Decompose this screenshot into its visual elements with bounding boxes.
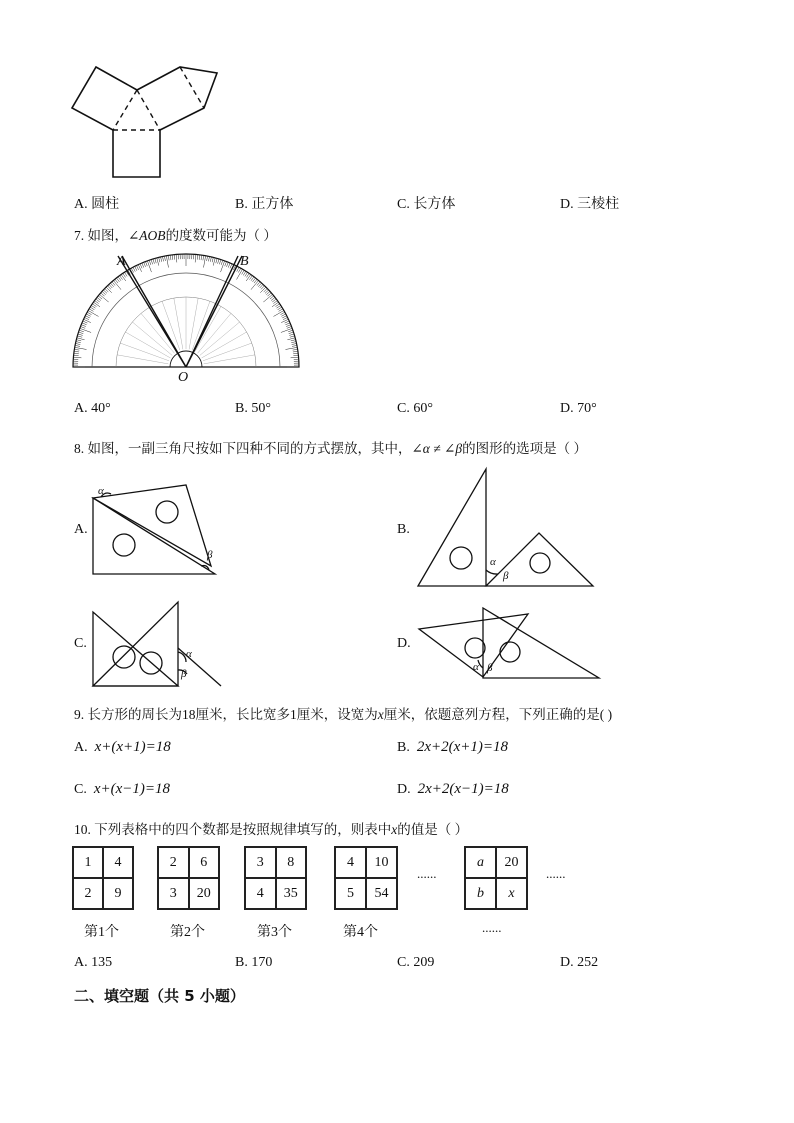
q9-option-d bbox=[397, 781, 509, 798]
table-4 bbox=[334, 846, 398, 910]
caption-4: 第4个 bbox=[343, 925, 378, 940]
q8-stem-math: ∠α ≠ ∠β bbox=[411, 441, 463, 456]
table-general-br: x bbox=[496, 878, 527, 909]
table-2-br: 20 bbox=[189, 878, 220, 909]
q9-option-c-label: C. bbox=[74, 782, 87, 797]
table-general bbox=[464, 846, 528, 910]
table-1-tl: 1 bbox=[73, 847, 103, 878]
q8c-alpha: α bbox=[186, 648, 192, 660]
dots-3: ...... bbox=[482, 920, 502, 935]
q7-stem-post: 的度数可能为（ ） bbox=[165, 228, 277, 243]
q9-stem-mid2: 厘米，设宽为 bbox=[296, 707, 378, 722]
table-4-bl: 5 bbox=[335, 878, 366, 909]
q8-label-d: D. bbox=[397, 636, 411, 651]
q9-stem bbox=[74, 703, 612, 723]
table-general-tl: a bbox=[465, 847, 496, 878]
table-3-bl: 4 bbox=[245, 878, 276, 909]
point-b-label: B bbox=[240, 254, 249, 269]
point-a-label: A bbox=[117, 254, 126, 269]
q9-stem-pre: 9. 长方形的周长为 bbox=[74, 707, 182, 722]
q9-option-b-eq: 2x+2(x+1)=18 bbox=[416, 739, 509, 755]
q9-n1: 1 bbox=[290, 707, 297, 722]
q6-option-c: C. 长方体 bbox=[397, 197, 456, 212]
q9-stem-post: 厘米，依题意列方程，下列正确的是( ) bbox=[383, 707, 613, 722]
q8-label-b: B. bbox=[397, 522, 410, 537]
section-2-heading: 二、填空题（共 5 小题） bbox=[74, 987, 245, 1005]
q10-stem bbox=[74, 818, 468, 838]
q8-label-a: A. bbox=[74, 522, 88, 537]
caption-2: 第2个 bbox=[170, 925, 205, 940]
q8-stem-pre: 8. 如图，一副三角尺按如下四种不同的方式摆放，其中， bbox=[74, 441, 412, 456]
q10-stem-post: 的值是（ ） bbox=[397, 822, 469, 837]
table-2-bl: 3 bbox=[158, 878, 189, 909]
table-2 bbox=[157, 846, 220, 910]
q8a-alpha: α bbox=[98, 485, 104, 497]
q9-option-a-label: A. bbox=[74, 740, 88, 755]
table-1-br: 9 bbox=[103, 878, 133, 909]
q10-stem-pre: 10. 下列表格中的四个数都是按照规律填写的，则表中 bbox=[74, 822, 392, 837]
point-o-label: O bbox=[178, 370, 189, 385]
q7-stem-angle: ∠AOB bbox=[128, 228, 166, 243]
q9-option-d-label: D. bbox=[397, 782, 411, 797]
q6-option-a: A. 圆柱 bbox=[74, 197, 120, 212]
q10-var: x bbox=[391, 822, 398, 837]
q8d-beta: β bbox=[487, 662, 493, 674]
q9-option-b-label: B. bbox=[397, 740, 410, 755]
q7-option-c: C. 60° bbox=[397, 401, 433, 416]
q8d-alpha: α bbox=[473, 661, 479, 673]
table-1 bbox=[72, 846, 134, 910]
q9-var: x bbox=[377, 707, 384, 722]
dots-2: ...... bbox=[546, 866, 566, 881]
q9-stem-mid1: 厘米，长比宽多 bbox=[195, 707, 290, 722]
q8-stem-post: 的图形的选项是（ ） bbox=[462, 441, 587, 456]
caption-1: 第1个 bbox=[84, 925, 119, 940]
table-4-tl: 4 bbox=[335, 847, 366, 878]
q8c-beta: β bbox=[181, 668, 187, 680]
q8b-beta: β bbox=[503, 570, 509, 582]
table-2-tl: 2 bbox=[158, 847, 189, 878]
q9-option-a bbox=[74, 739, 171, 756]
q7-option-a: A. 40° bbox=[74, 401, 111, 416]
table-3-tr: 8 bbox=[276, 847, 307, 878]
q8a-beta: β bbox=[207, 549, 213, 561]
q10-option-b: B. 170 bbox=[235, 955, 273, 970]
table-1-tr: 4 bbox=[103, 847, 133, 878]
q7-option-d: D. 70° bbox=[560, 401, 597, 416]
q6-option-d: D. 三棱柱 bbox=[560, 197, 620, 212]
q9-option-a-eq: x+(x+1)=18 bbox=[94, 739, 171, 755]
q9-option-c bbox=[74, 781, 170, 798]
q6-option-b: B. 正方体 bbox=[235, 197, 294, 212]
q7-option-b: B. 50° bbox=[235, 401, 271, 416]
q9-option-c-eq: x+(x−1)=18 bbox=[93, 781, 171, 797]
table-4-tr: 10 bbox=[366, 847, 397, 878]
table-4-br: 54 bbox=[366, 878, 397, 909]
q8b-alpha: α bbox=[490, 556, 496, 568]
q9-option-b bbox=[397, 739, 508, 756]
table-3-tl: 3 bbox=[245, 847, 276, 878]
q10-option-a: A. 135 bbox=[74, 955, 113, 970]
dots-1: ...... bbox=[417, 866, 437, 881]
table-1-bl: 2 bbox=[73, 878, 103, 909]
caption-3: 第3个 bbox=[257, 925, 292, 940]
table-general-bl: b bbox=[465, 878, 496, 909]
table-general-tr: 20 bbox=[496, 847, 527, 878]
q9-n18: 18 bbox=[182, 707, 196, 722]
q8-label-c: C. bbox=[74, 636, 87, 651]
table-3-br: 35 bbox=[276, 878, 307, 909]
q7-stem-pre: 7. 如图， bbox=[74, 228, 128, 243]
table-2-tr: 6 bbox=[189, 847, 220, 878]
table-3 bbox=[244, 846, 307, 910]
q10-option-d: D. 252 bbox=[560, 955, 599, 970]
q10-option-c: C. 209 bbox=[397, 955, 435, 970]
q9-option-d-eq: 2x+2(x−1)=18 bbox=[417, 781, 509, 797]
